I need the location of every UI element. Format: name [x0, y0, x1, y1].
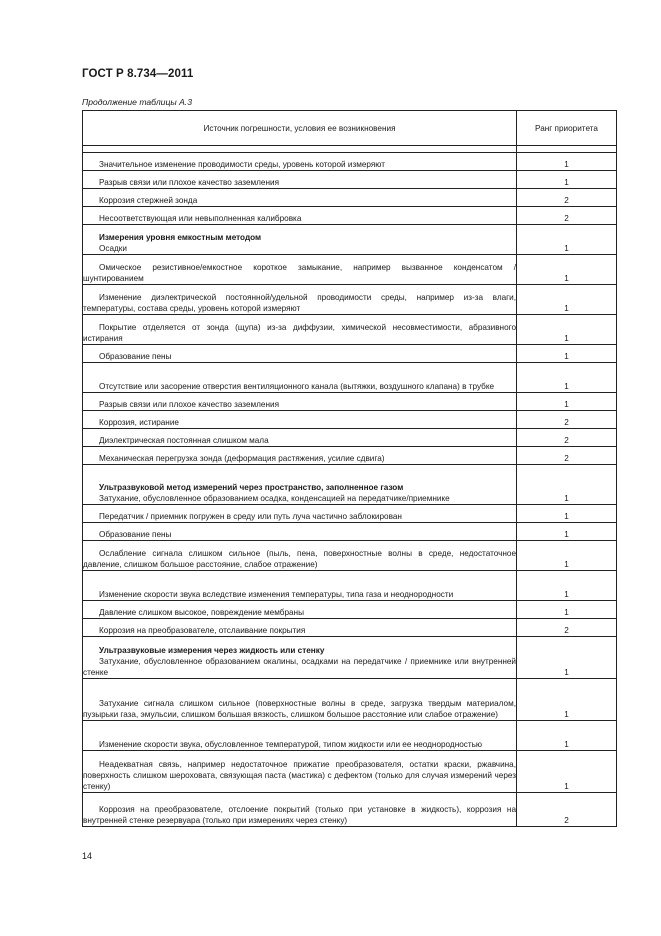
priority-rank-cell: 1	[517, 721, 617, 751]
error-source-cell	[83, 171, 517, 189]
error-source-cell	[83, 505, 517, 523]
error-source-text: Механическая перегрузка зонда (деформация растяжения, усилие сдвига)	[99, 454, 385, 463]
error-source-text: Образование пены	[99, 352, 172, 361]
error-source-text: Отсутствие или засорение отверстия вентиляционного канала (вытяжки, воздушного клапана) в трубке	[99, 382, 495, 391]
table-row	[83, 207, 617, 225]
error-source-text: Образование пены	[99, 530, 172, 539]
priority-rank-cell: 1	[517, 523, 617, 541]
priority-rank-cell: 1	[517, 465, 617, 505]
error-source-cell	[83, 207, 517, 225]
table-row	[83, 363, 617, 393]
error-source-text: Затухание, обусловленное образованием окалины, осадками на передатчике / приемнике или внутренней стенке	[83, 657, 516, 677]
spacer-cell	[83, 146, 517, 153]
priority-rank-cell: 2	[517, 793, 617, 827]
priority-rank-cell: 2	[517, 411, 617, 429]
error-source-text: Несоответствующая или невыполненная калибровка	[99, 214, 302, 223]
error-source-text: Значительное изменение проводимости среды, уровень которой измеряют	[99, 160, 386, 169]
table-row	[83, 751, 617, 793]
error-source-text: Осадки	[99, 244, 127, 253]
error-source-cell	[83, 393, 517, 411]
error-source-cell	[83, 447, 517, 465]
error-sources-table	[82, 110, 617, 827]
section-heading: Ультразвуковой метод измерений через пространство, заполненное газом	[99, 483, 404, 492]
error-source-text: Коррозия на преобразователе, отслоение покрытий (только при установке в жидкость), коррозия на внутренней стенке резервуара (только при измерениях через стенку)	[83, 805, 516, 825]
column-header-rank: Ранг приоритета	[517, 111, 617, 146]
error-source-cell	[83, 523, 517, 541]
priority-rank-cell: 1	[517, 601, 617, 619]
error-source-text: Изменение скорости звука, обусловленное температурой, типом жидкости или ее неоднородностью	[99, 740, 483, 749]
table-row	[83, 171, 617, 189]
error-source-cell	[83, 285, 517, 315]
priority-rank-cell: 1	[517, 505, 617, 523]
table-row	[83, 541, 617, 571]
table-row	[83, 411, 617, 429]
error-source-cell	[83, 465, 517, 505]
table-row	[83, 679, 617, 721]
priority-rank-cell: 1	[517, 541, 617, 571]
priority-rank-cell: 1	[517, 225, 617, 255]
error-source-cell	[83, 541, 517, 571]
error-source-text: Омическое резистивное/емкостное короткое замыкание, например вызванное конденсатом / шунтированием	[83, 263, 516, 283]
error-source-cell	[83, 411, 517, 429]
table-row	[83, 601, 617, 619]
priority-rank-cell: 1	[517, 285, 617, 315]
priority-rank-cell: 1	[517, 153, 617, 171]
error-source-text: Давление слишком высокое, повреждение мембраны	[99, 608, 304, 617]
error-source-text: Разрыв связи или плохое качество заземления	[99, 178, 280, 187]
error-source-text: Передатчик / приемник погружен в среду или путь луча частично заблокирован	[99, 512, 402, 521]
table-row	[83, 189, 617, 207]
table-row	[83, 523, 617, 541]
error-source-cell	[83, 153, 517, 171]
table-row	[83, 619, 617, 637]
table-body	[83, 146, 617, 827]
table-row	[83, 637, 617, 679]
error-source-cell	[83, 679, 517, 721]
priority-rank-cell: 1	[517, 315, 617, 345]
priority-rank-cell: 2	[517, 189, 617, 207]
priority-rank-cell: 2	[517, 207, 617, 225]
error-source-text: Затухание, обусловленное образованием осадка, конденсацией на передатчике/приемнике	[99, 494, 450, 503]
error-source-cell	[83, 751, 517, 793]
error-source-text: Коррозия, истирание	[99, 418, 179, 427]
error-source-cell	[83, 363, 517, 393]
table-row	[83, 255, 617, 285]
table-row	[83, 345, 617, 363]
document-title: ГОСТ Р 8.734—2011	[82, 68, 194, 80]
priority-rank-cell: 2	[517, 619, 617, 637]
table-row	[83, 225, 617, 255]
error-source-text: Коррозия на преобразователе, отслаивание покрытия	[99, 626, 306, 635]
error-source-cell	[83, 225, 517, 255]
table-row	[83, 285, 617, 315]
table-row	[83, 465, 617, 505]
priority-rank-cell: 1	[517, 679, 617, 721]
error-source-text: Изменение диэлектрической постоянной/удельной проводимости среды, например из-за влаги, температуры, состава среды, уровень которой измеряют	[83, 293, 516, 313]
error-source-cell	[83, 637, 517, 679]
table-row	[83, 315, 617, 345]
priority-rank-cell: 2	[517, 447, 617, 465]
error-source-cell	[83, 429, 517, 447]
error-source-text: Коррозия стержней зонда	[99, 196, 198, 205]
error-source-cell	[83, 571, 517, 601]
section-heading: Ультразвуковые измерения через жидкость или стенку	[99, 646, 325, 655]
header-spacer-row	[83, 146, 617, 153]
table-row	[83, 153, 617, 171]
priority-rank-cell: 1	[517, 171, 617, 189]
table-header-row	[83, 111, 617, 146]
priority-rank-cell: 1	[517, 637, 617, 679]
priority-rank-cell: 1	[517, 571, 617, 601]
table-row	[83, 393, 617, 411]
error-source-cell	[83, 315, 517, 345]
error-source-cell	[83, 721, 517, 751]
priority-rank-cell: 1	[517, 255, 617, 285]
error-source-cell	[83, 189, 517, 207]
priority-rank-cell: 1	[517, 393, 617, 411]
priority-rank-cell: 1	[517, 751, 617, 793]
column-header-source: Источник погрешности, условия ее возникновения	[83, 111, 517, 146]
table-row	[83, 793, 617, 827]
error-source-cell	[83, 255, 517, 285]
table-row	[83, 429, 617, 447]
priority-rank-cell: 1	[517, 363, 617, 393]
error-source-cell	[83, 345, 517, 363]
table-caption: Продолжение таблицы А.3	[82, 97, 192, 107]
spacer-cell	[517, 146, 617, 153]
error-source-text: Затухание сигнала слишком сильное (поверхностные волны в среде, загрузка твердым материалом, пузырьки газа, эмульсии, слишком большая вязкость, слишком большое расстояние или слабое отражение)	[83, 699, 516, 719]
section-heading: Измерения уровня емкостным методом	[99, 233, 262, 242]
error-source-text: Диэлектрическая постоянная слишком мала	[99, 436, 269, 445]
error-source-text: Разрыв связи или плохое качество заземления	[99, 400, 280, 409]
error-source-cell	[83, 619, 517, 637]
table-row	[83, 447, 617, 465]
error-source-text: Неадекватная связь, например недостаточное прижатие преобразователя, остатки краски, ржавчина, поверхность слишком шероховата, связующая паста (мастика) с дефектом (только для случая измерений через стенку)	[83, 760, 516, 791]
error-source-text: Ослабление сигнала слишком сильное (пыль, пена, поверхностные волны в среде, недостаточное давление, слишком большое расстояние, слабое отражение)	[83, 549, 516, 569]
table-row	[83, 721, 617, 751]
error-source-text: Покрытие отделяется от зонда (щупа) из-за диффузии, химической несовместимости, абразивного истирания	[83, 323, 516, 343]
priority-rank-cell: 1	[517, 345, 617, 363]
table-row	[83, 505, 617, 523]
table-row	[83, 571, 617, 601]
page-number: 14	[82, 851, 93, 861]
priority-rank-cell: 2	[517, 429, 617, 447]
error-source-text: Изменение скорости звука вследствие изменения температуры, типа газа и неоднородности	[99, 590, 454, 599]
error-source-cell	[83, 793, 517, 827]
error-source-cell	[83, 601, 517, 619]
